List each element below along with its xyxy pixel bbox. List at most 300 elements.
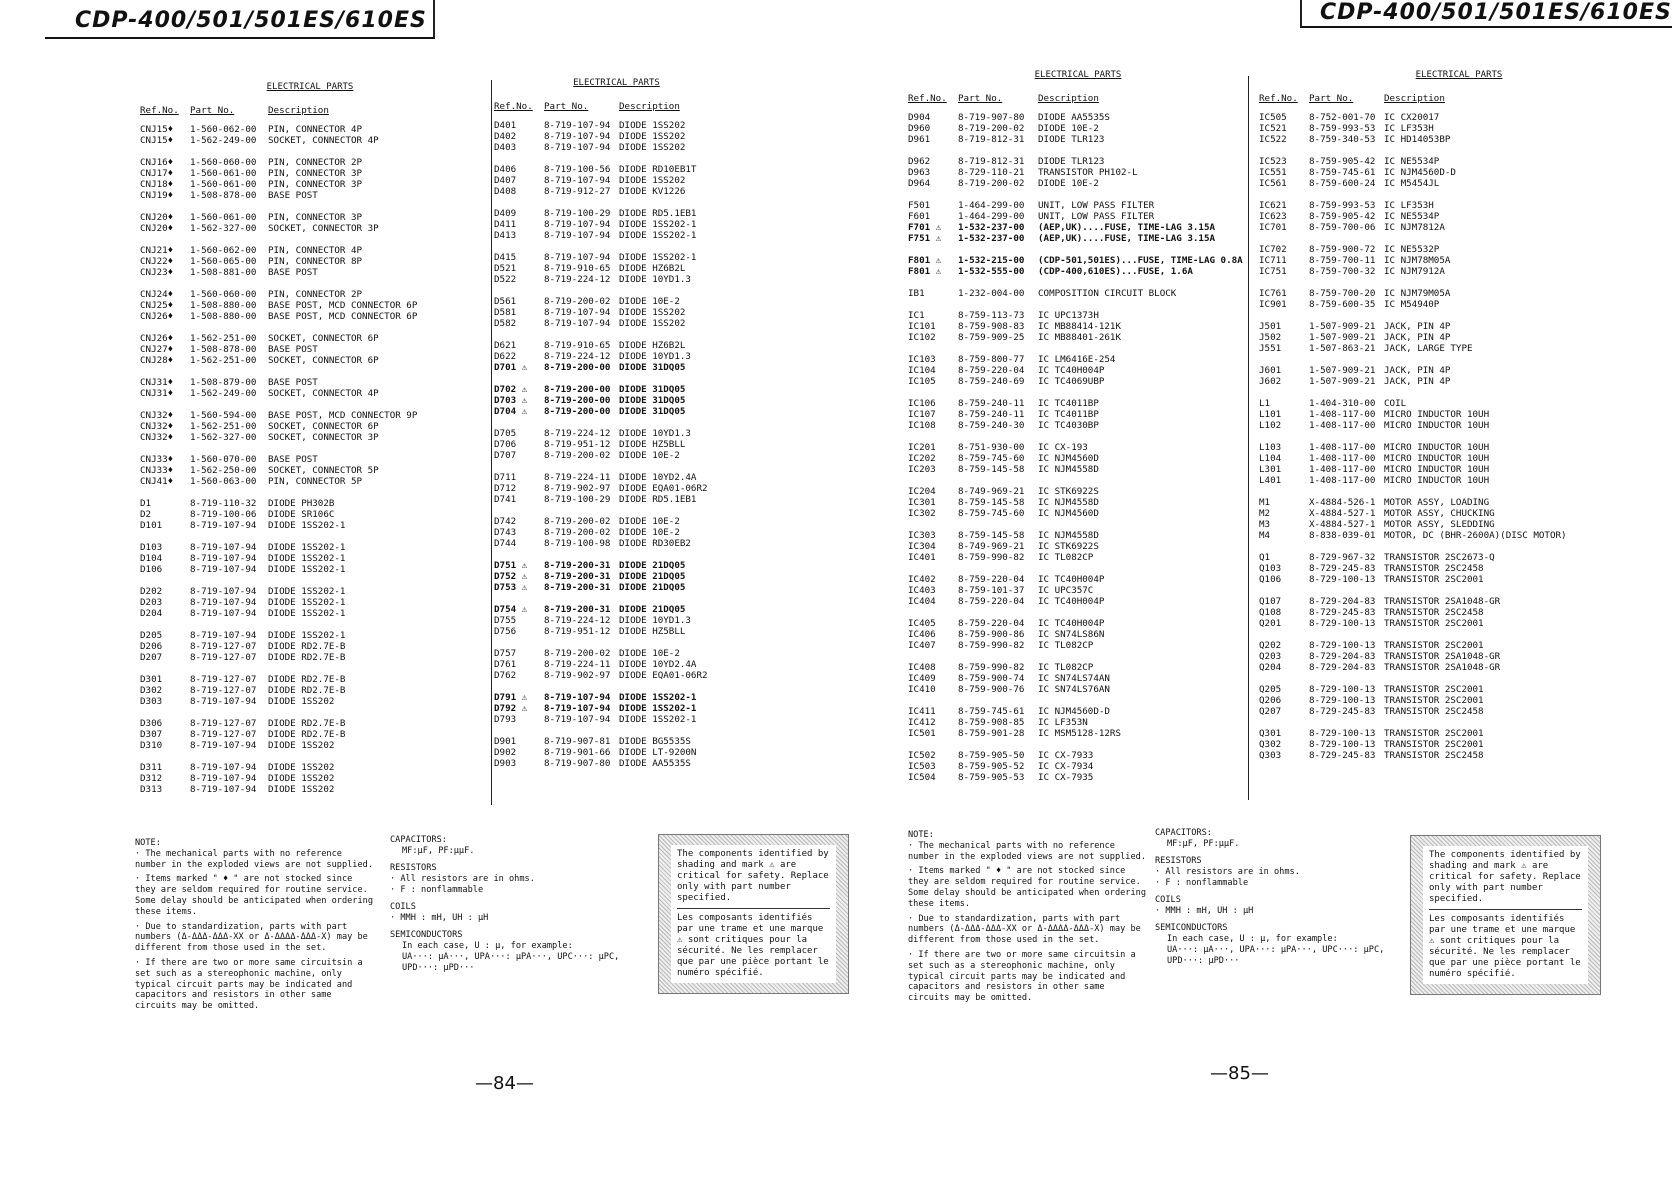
part-no: 1-560-062-00 (190, 245, 257, 256)
part-no: 8-729-245-83 (1309, 750, 1376, 761)
description: DIODE 1SS202-1 (268, 597, 346, 608)
parts-row (140, 289, 480, 300)
warning-fr: Les composants identifiés par une trame et une marque ⚠ sont critiques pour la sécurité. Ne les remplacer que par une pièce portant le numéro spécifié. (677, 913, 829, 978)
ref-no: IC202 (908, 453, 936, 464)
parts-row (494, 670, 739, 681)
parts-row (494, 384, 739, 395)
part-no: 1-560-061-00 (190, 212, 257, 223)
parts-column-1 (140, 82, 480, 806)
description: JACK, PIN 4P (1384, 321, 1451, 332)
ref-no: D963 (908, 167, 931, 178)
parts-row (908, 233, 1248, 244)
ref-no: J551 (1259, 343, 1282, 354)
parts-row (140, 377, 480, 388)
ref-no: D312 (140, 773, 163, 784)
part-no: 8-719-902-97 (544, 670, 611, 681)
part-no: 8-719-224-12 (544, 615, 611, 626)
notes-title: NOTE: (908, 830, 934, 840)
part-no: 8-759-993-53 (1309, 200, 1376, 211)
parts-row (1259, 574, 1659, 585)
ref-no: D561 (494, 296, 517, 307)
ref-no: D751 ⚠ (494, 560, 528, 571)
parts-row (908, 673, 1248, 684)
description: IC TC4069UBP (1038, 376, 1105, 387)
part-no: 1-464-299-00 (958, 200, 1025, 211)
description: DIODE RD2.7E-B (268, 641, 346, 652)
column-header: Description (268, 105, 329, 116)
part-no: 8-759-900-76 (958, 684, 1025, 695)
ref-no: Q108 (1259, 607, 1282, 618)
part-no: 8-759-220-04 (958, 365, 1025, 376)
parts-row (494, 307, 739, 318)
description: IC NJM4558D (1038, 497, 1099, 508)
parts-group (140, 674, 480, 707)
ref-no: D621 (494, 340, 517, 351)
part-no: 8-719-107-94 (190, 542, 257, 553)
ref-no: D704 ⚠ (494, 406, 528, 417)
description: DIODE 1SS202-1 (619, 714, 697, 725)
parts-row (908, 728, 1248, 739)
part-no: 1-562-249-00 (190, 388, 257, 399)
ref-no: F801 ⚠ (908, 255, 942, 266)
description: DIODE 1SS202-1 (268, 553, 346, 564)
ref-no: D903 (494, 758, 517, 769)
resistors-text: · F : nonflammable (1155, 878, 1249, 888)
ref-no: CNJ20♦ (140, 212, 174, 223)
part-no: 8-719-907-81 (544, 736, 611, 747)
part-no: 1-508-880-00 (190, 311, 257, 322)
part-no: 8-759-993-53 (1309, 123, 1376, 134)
parts-row (908, 497, 1248, 508)
parts-row (908, 266, 1248, 277)
ref-no: CNJ26♦ (140, 311, 174, 322)
ref-no: CNJ27♦ (140, 344, 174, 355)
ref-no: D408 (494, 186, 517, 197)
ref-no: CNJ23♦ (140, 267, 174, 278)
parts-row (1259, 332, 1659, 343)
parts-group (1259, 640, 1659, 673)
part-no: 8-719-127-07 (190, 685, 257, 696)
parts-group (494, 604, 739, 637)
ref-no: J502 (1259, 332, 1282, 343)
ref-no: D904 (908, 112, 931, 123)
parts-group (908, 200, 1248, 244)
description: IC UPC1373H (1038, 310, 1099, 321)
parts-row (1259, 706, 1659, 717)
parts-row (494, 527, 739, 538)
description: (AEP,UK)....FUSE, TIME-LAG 3.15A (1038, 222, 1216, 233)
parts-group (1259, 497, 1659, 541)
codes-left (390, 835, 650, 974)
ref-no: Q302 (1259, 739, 1282, 750)
description: IC NJM7812A (1384, 222, 1445, 233)
part-no: 8-759-908-85 (958, 717, 1025, 728)
part-no: 8-759-745-61 (958, 706, 1025, 717)
ref-no: D761 (494, 659, 517, 670)
ref-no: D753 ⚠ (494, 582, 528, 593)
ref-no: Q204 (1259, 662, 1282, 673)
parts-row (1259, 321, 1659, 332)
column-header: Ref.No. (140, 105, 179, 116)
ref-no: D756 (494, 626, 517, 637)
safety-warning-left (658, 834, 849, 994)
parts-group (140, 586, 480, 619)
part-no: 8-759-600-24 (1309, 178, 1376, 189)
part-no: 1-507-909-21 (1309, 376, 1376, 387)
part-no: 8-719-107-94 (544, 175, 611, 186)
description: DIODE 1SS202 (268, 773, 335, 784)
parts-row (1259, 156, 1659, 167)
part-no: 1-560-061-00 (190, 179, 257, 190)
description: TRANSISTOR 2SC2458 (1384, 706, 1484, 717)
ref-no: J601 (1259, 365, 1282, 376)
ref-no: CNJ18♦ (140, 179, 174, 190)
part-no: 1-560-594-00 (190, 410, 257, 421)
description: SOCKET, CONNECTOR 5P (268, 465, 379, 476)
parts-row (140, 696, 480, 707)
part-no: 8-719-200-00 (544, 395, 611, 406)
parts-row (494, 582, 739, 593)
parts-row (908, 552, 1248, 563)
note-item: · Due to standardization, parts with part numbers (Δ-ΔΔΔ-ΔΔΔ-XX or Δ-ΔΔΔΔ-ΔΔΔ-X) may be different from those used in the set. (135, 921, 368, 954)
parts-row (1259, 684, 1659, 695)
note-item: · Due to standardization, parts with part numbers (Δ-ΔΔΔ-ΔΔΔ-XX or Δ-ΔΔΔΔ-ΔΔΔ-X) may be different from those used in the set. (908, 913, 1141, 946)
ref-no: IC504 (908, 772, 936, 783)
part-no: 8-759-905-52 (958, 761, 1025, 772)
part-no: 8-751-930-00 (958, 442, 1025, 453)
parts-group (1259, 321, 1659, 354)
ref-no: IC105 (908, 376, 936, 387)
parts-row (908, 717, 1248, 728)
part-no: 8-729-245-83 (1309, 706, 1376, 717)
parts-group (140, 124, 480, 146)
ref-no: D703 ⚠ (494, 395, 528, 406)
part-no: 8-719-224-11 (544, 472, 611, 483)
part-no: 1-560-061-00 (190, 168, 257, 179)
parts-row (494, 483, 739, 494)
ref-no: IC761 (1259, 288, 1287, 299)
parts-group (494, 472, 739, 505)
coils-text: · MMH : mH, UH : μH (1155, 906, 1254, 916)
description: IC TL082CP (1038, 552, 1094, 563)
part-no: 1-408-117-00 (1309, 475, 1376, 486)
ref-no: Q1 (1259, 552, 1271, 563)
ref-no: IC304 (908, 541, 936, 552)
description: DIODE 1SS202 (619, 318, 686, 329)
parts-group (140, 157, 480, 201)
ref-no: Q203 (1259, 651, 1282, 662)
coils-text: · MMH : mH, UH : μH (390, 913, 489, 923)
parts-row (908, 310, 1248, 321)
part-no: 1-562-251-00 (190, 421, 257, 432)
part-no: 1-507-863-21 (1309, 343, 1376, 354)
description: DIODE 1SS202 (619, 142, 686, 153)
parts-row (140, 630, 480, 641)
description: (CDP-501,501ES)...FUSE, TIME-LAG 0.8A (1038, 255, 1243, 266)
note-item: · If there are two or more same circuitsin a set such as a stereophonic machine, only typical circuit parts may be indicated and capacitors and resistors in other same circuits may be omitted. (908, 949, 1136, 1004)
description: IC HD14053BP (1384, 134, 1451, 145)
parts-row (1259, 618, 1659, 629)
description: PIN, CONNECTOR 8P (268, 256, 363, 267)
description: IC NJM4558D (1038, 530, 1099, 541)
description: IC NE5534P (1384, 211, 1440, 222)
description: PIN, CONNECTOR 2P (268, 289, 363, 300)
parts-row (140, 454, 480, 465)
part-no: X-4884-527-1 (1309, 508, 1376, 519)
description: DIODE 1SS202-1 (619, 219, 697, 230)
description: IC LF353H (1384, 123, 1434, 134)
parts-row (1259, 464, 1659, 475)
parts-row (908, 398, 1248, 409)
description: DIODE 10YD2.4A (619, 472, 697, 483)
ref-no: IC103 (908, 354, 936, 365)
parts-group (494, 164, 739, 197)
parts-row (908, 761, 1248, 772)
column-header: Part No. (190, 105, 235, 116)
parts-row (908, 508, 1248, 519)
parts-group (908, 442, 1248, 475)
ref-no: D103 (140, 542, 163, 553)
part-no: 1-408-117-00 (1309, 453, 1376, 464)
parts-row (494, 648, 739, 659)
description: DIODE 31DQ05 (619, 362, 686, 373)
ref-no: IC408 (908, 662, 936, 673)
parts-row (494, 395, 739, 406)
parts-row (908, 574, 1248, 585)
header-left: CDP-400/501/501ES/610ES (75, 8, 427, 33)
parts-row (1259, 244, 1659, 255)
ref-no: D752 ⚠ (494, 571, 528, 582)
parts-row (140, 729, 480, 740)
part-no: 8-719-200-02 (958, 178, 1025, 189)
part-no: 8-719-200-31 (544, 571, 611, 582)
parts-row (1259, 508, 1659, 519)
part-no: 8-719-100-29 (544, 494, 611, 505)
part-no: 1-532-215-00 (958, 255, 1025, 266)
description: TRANSISTOR 2SC2001 (1384, 739, 1484, 750)
parts-row (140, 476, 480, 487)
semiconductors-text: UA···: μA···, UPA···: μPA···, UPC···: μPC, (402, 952, 620, 962)
description: BASE POST (268, 344, 318, 355)
ref-no: IC503 (908, 761, 936, 772)
description: DIODE 31DQ05 (619, 395, 686, 406)
parts-row (494, 626, 739, 637)
description: DIODE HZ6B2L (619, 340, 686, 351)
resistors-heading: RESISTORS (390, 863, 437, 873)
parts-row (1259, 123, 1659, 134)
description: IC NJM4560D (1038, 453, 1099, 464)
ref-no: D706 (494, 439, 517, 450)
parts-row (1259, 640, 1659, 651)
description: IC TC40H004P (1038, 365, 1105, 376)
description: MICRO INDUCTOR 10UH (1384, 475, 1490, 486)
description: TRANSISTOR 2SA1048-GR (1384, 662, 1501, 673)
ref-no: D401 (494, 120, 517, 131)
part-no: 8-719-912-27 (544, 186, 611, 197)
ref-no: M3 (1259, 519, 1271, 530)
parts-row (140, 608, 480, 619)
ref-no: IC501 (908, 728, 936, 739)
description: DIODE 21DQ05 (619, 604, 686, 615)
page-number-right: —85— (1210, 1063, 1269, 1084)
ref-no: D311 (140, 762, 163, 773)
ref-no: IC711 (1259, 255, 1287, 266)
section-title: ELECTRICAL PARTS (266, 82, 354, 92)
ref-no: D521 (494, 263, 517, 274)
parts-row (1259, 222, 1659, 233)
part-no: 8-719-107-94 (190, 564, 257, 575)
ref-no: CNJ25♦ (140, 300, 174, 311)
description: IC NE5532P (1384, 244, 1440, 255)
description: DIODE 1SS202 (619, 307, 686, 318)
part-no: 8-759-900-72 (1309, 244, 1376, 255)
ref-no: D707 (494, 450, 517, 461)
part-no: 8-719-107-94 (544, 318, 611, 329)
part-no: X-4884-526-1 (1309, 497, 1376, 508)
capacitors-text: MF:μF, PF:μμF. (1167, 839, 1240, 849)
description: PIN, CONNECTOR 2P (268, 157, 363, 168)
ref-no: IC404 (908, 596, 936, 607)
part-no: 8-838-039-01 (1309, 530, 1376, 541)
description: DIODE RD2.7E-B (268, 652, 346, 663)
parts-row (494, 186, 739, 197)
description: DIODE 21DQ05 (619, 560, 686, 571)
description: JACK, PIN 4P (1384, 332, 1451, 343)
part-no: 8-759-240-30 (958, 420, 1025, 431)
description: IC TC40H004P (1038, 596, 1105, 607)
part-no: 8-729-204-83 (1309, 596, 1376, 607)
description: IC TL082CP (1038, 640, 1094, 651)
ref-no: L401 (1259, 475, 1282, 486)
parts-row (1259, 288, 1659, 299)
ref-no: D205 (140, 630, 163, 641)
ref-no: L1 (1259, 398, 1271, 409)
ref-no: IC403 (908, 585, 936, 596)
description: DIODE AA5535S (619, 758, 691, 769)
column-header: Ref.No. (1259, 93, 1298, 104)
parts-row (140, 597, 480, 608)
parts-group (908, 750, 1248, 783)
ref-no: CNJ28♦ (140, 355, 174, 366)
ref-no: M2 (1259, 508, 1271, 519)
description: IC MSM5128-12RS (1038, 728, 1121, 739)
parts-row (908, 772, 1248, 783)
parts-row (494, 362, 739, 373)
section-title: ELECTRICAL PARTS (573, 78, 660, 88)
part-no: 8-752-001-70 (1309, 112, 1376, 123)
description: IC MB88401-261K (1038, 332, 1121, 343)
ref-no: L101 (1259, 409, 1282, 420)
description: IC M54940P (1384, 299, 1440, 310)
parts-row (494, 164, 739, 175)
part-no: 1-232-004-00 (958, 288, 1025, 299)
description: IC UPC357C (1038, 585, 1094, 596)
parts-row (140, 784, 480, 795)
ref-no: D711 (494, 472, 517, 483)
part-no: 8-749-969-21 (958, 541, 1025, 552)
description: DIODE SR106C (268, 509, 335, 520)
header-left-divider (433, 0, 435, 38)
parts-row (140, 498, 480, 509)
description: DIODE 10E-2 (619, 527, 680, 538)
parts-row (494, 439, 739, 450)
part-no: 8-759-600-35 (1309, 299, 1376, 310)
part-no: 8-759-905-42 (1309, 211, 1376, 222)
part-no: 8-719-224-11 (544, 659, 611, 670)
ref-no: Q205 (1259, 684, 1282, 695)
parts-row (140, 465, 480, 476)
ref-no: D742 (494, 516, 517, 527)
ref-no: IC702 (1259, 244, 1287, 255)
parts-group (494, 208, 739, 241)
warning-en: The components identified by shading and mark ⚠ are critical for safety. Replace only with part number specified. (1429, 850, 1581, 904)
description: IC STK6922S (1038, 486, 1099, 497)
ref-no: D701 ⚠ (494, 362, 528, 373)
parts-row (494, 560, 739, 571)
ref-no: IC204 (908, 486, 936, 497)
description: MOTOR ASSY, SLEDDING (1384, 519, 1495, 530)
ref-no: D793 (494, 714, 517, 725)
parts-row (908, 200, 1248, 211)
ref-no: CNJ32♦ (140, 421, 174, 432)
parts-column-2 (494, 78, 739, 780)
ref-no: D762 (494, 670, 517, 681)
part-no: 8-759-340-53 (1309, 134, 1376, 145)
parts-group (140, 498, 480, 531)
ref-no: IC551 (1259, 167, 1287, 178)
part-no: 1-507-909-21 (1309, 321, 1376, 332)
ref-no: J501 (1259, 321, 1282, 332)
parts-group (494, 516, 739, 549)
parts-row (1259, 750, 1659, 761)
description: DIODE 1SS202 (268, 784, 335, 795)
part-no: 8-719-200-31 (544, 582, 611, 593)
header-right-underline (1300, 26, 1672, 28)
ref-no: Q107 (1259, 596, 1282, 607)
description: IC TC4011BP (1038, 409, 1099, 420)
parts-row (494, 538, 739, 549)
codes-right (1155, 828, 1415, 967)
description: COIL (1384, 398, 1407, 409)
parts-row (494, 230, 739, 241)
description: IC NJM4560D-D (1384, 167, 1456, 178)
part-no: 8-719-200-02 (544, 527, 611, 538)
parts-group (140, 542, 480, 575)
ref-no: F601 (908, 211, 931, 222)
description: IC SN74LS74AN (1038, 673, 1110, 684)
parts-row (1259, 651, 1659, 662)
ref-no: L104 (1259, 453, 1282, 464)
parts-row (908, 134, 1248, 145)
parts-row (494, 703, 739, 714)
ref-no: L301 (1259, 464, 1282, 475)
ref-no: CNJ20♦ (140, 223, 174, 234)
part-no: 8-719-107-94 (544, 131, 611, 142)
part-no: 8-719-200-31 (544, 604, 611, 615)
part-no: 1-408-117-00 (1309, 420, 1376, 431)
parts-row (1259, 662, 1659, 673)
ref-no: D403 (494, 142, 517, 153)
part-no: 1-532-237-00 (958, 222, 1025, 233)
part-no: 8-719-107-94 (190, 608, 257, 619)
part-no: 1-562-327-00 (190, 432, 257, 443)
part-no: 8-729-245-83 (1309, 563, 1376, 574)
ref-no: CNJ32♦ (140, 432, 174, 443)
parts-row (908, 640, 1248, 651)
parts-row (908, 354, 1248, 365)
ref-no: IC104 (908, 365, 936, 376)
parts-row (494, 263, 739, 274)
